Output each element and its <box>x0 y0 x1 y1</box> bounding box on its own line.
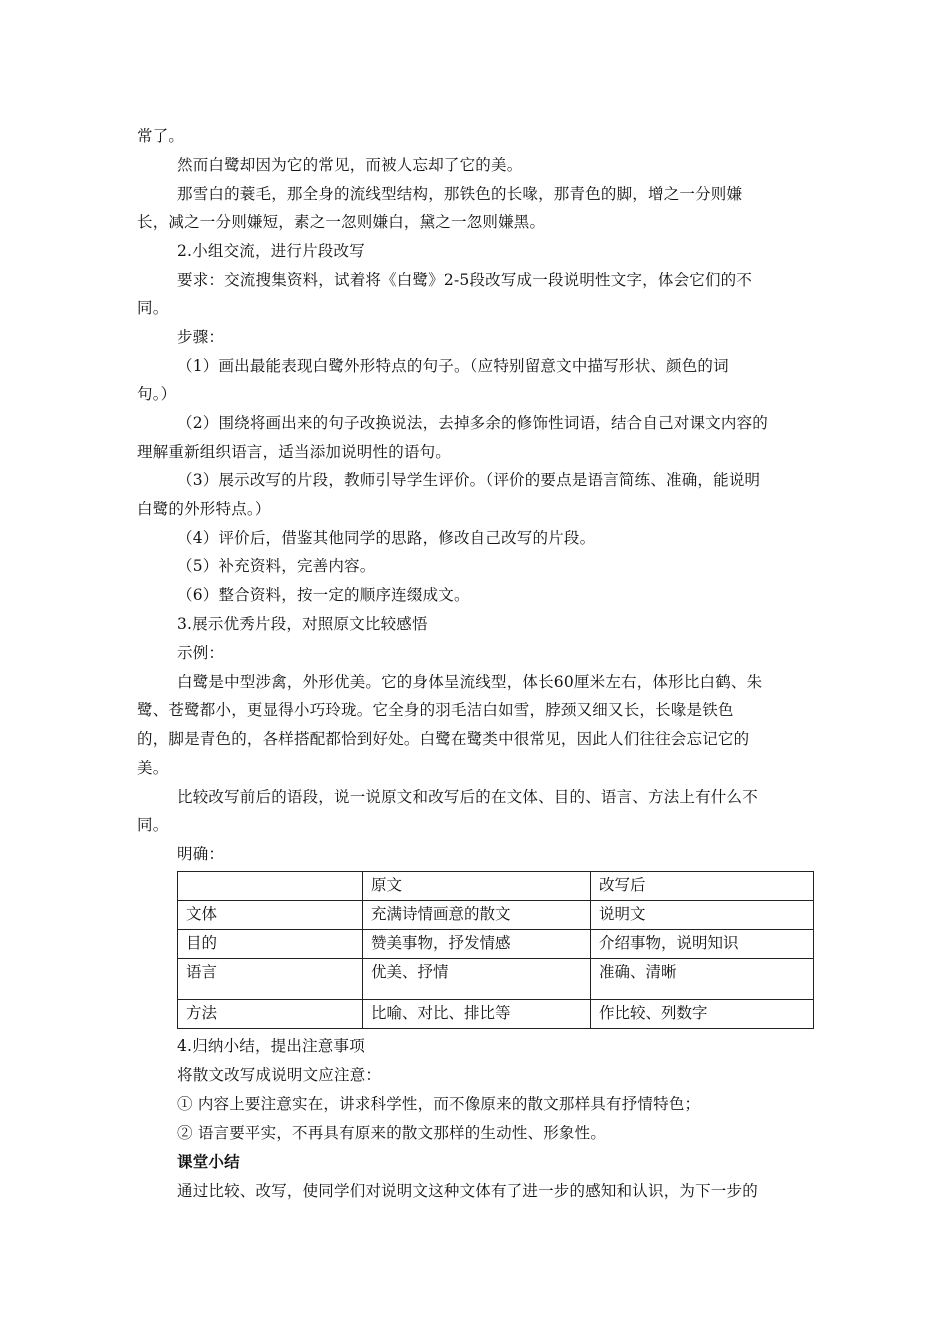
text-line: 同。 <box>137 299 169 317</box>
section-heading: 4.归纳小结，提出注意事项 <box>177 1037 365 1055</box>
table-header-cell <box>178 872 363 901</box>
section-heading: 3.展示优秀片段，对照原文比较感悟 <box>177 615 428 633</box>
comparison-table <box>177 871 814 1029</box>
text-line: 步骤： <box>177 328 225 346</box>
text-line: 通过比较、改写，使同学们对说明文这种文体有了进一步的感知和认识，为下一步的 <box>177 1182 758 1200</box>
table-cell: 介绍事物，说明知识 <box>591 930 814 959</box>
list-item: ① 内容上要注意实在，讲求科学性，而不像原来的散文那样具有抒情特色； <box>177 1095 701 1113</box>
table-header-cell: 原文 <box>363 872 591 901</box>
table-cell: 赞美事物，抒发情感 <box>363 930 591 959</box>
table-cell: 优美、抒情 <box>363 959 591 1000</box>
text-line: 长，减之一分则嫌短，素之一忽则嫌白，黛之一忽则嫌黑。 <box>137 213 546 231</box>
table-row <box>178 959 814 1000</box>
table-cell: 文体 <box>178 901 363 930</box>
text-line: 将散文改写成说明文应注意： <box>177 1066 382 1084</box>
example-line: 美。 <box>137 759 169 777</box>
table-row <box>178 901 814 930</box>
step-item: （1）画出最能表现白鹭外形特点的句子。（应特别留意文中描写形状、颜色的词 <box>177 357 729 375</box>
step-item: （5）补充资料，完善内容。 <box>177 557 376 575</box>
text-line: 然而白鹭却因为它的常见，而被人忘却了它的美。 <box>177 156 523 174</box>
text-line: 常了。 <box>137 127 185 145</box>
table-cell: 作比较、列数字 <box>591 1000 814 1029</box>
text-line: 明确： <box>177 845 225 863</box>
text-line: 那雪白的蓑毛，那全身的流线型结构，那铁色的长喙，那青色的脚，增之一分则嫌 <box>177 185 743 203</box>
step-item: （2）围绕将画出来的句子改换说法，去掉多余的修饰性词语，结合自己对课文内容的 <box>177 414 768 432</box>
table-cell: 语言 <box>178 959 363 1000</box>
table-cell: 方法 <box>178 1000 363 1029</box>
text-line: 句。） <box>137 385 177 403</box>
table-header-row <box>178 872 814 901</box>
table-cell: 比喻、对比、排比等 <box>363 1000 591 1029</box>
example-line: 的，脚是青色的，各样搭配都恰到好处。白鹭在鹭类中很常见，因此人们往往会忘记它的 <box>137 730 750 748</box>
step-item: （6）整合资料，按一定的顺序连缀成文。 <box>177 586 470 604</box>
table-cell: 说明文 <box>591 901 814 930</box>
text-line: 同。 <box>137 816 169 834</box>
text-line: 示例： <box>177 644 225 662</box>
table-row <box>178 930 814 959</box>
table-row <box>178 1000 814 1029</box>
example-line: 白鹭是中型涉禽，外形优美。它的身体呈流线型，体长60厘米左右，体形比白鹤、朱 <box>177 673 763 691</box>
section-heading: 2.小组交流，进行片段改写 <box>177 242 365 260</box>
table-header-cell: 改写后 <box>591 872 814 901</box>
table-cell: 准确、清晰 <box>591 959 814 1000</box>
step-item: （4）评价后，借鉴其他同学的思路，修改自己改写的片段。 <box>177 529 596 547</box>
table-cell: 充满诗情画意的散文 <box>363 901 591 930</box>
text-line: 比较改写前后的语段，说一说原文和改写后的在文体、目的、语言、方法上有什么不 <box>177 788 758 806</box>
section-title: 课堂小结 <box>177 1153 240 1171</box>
text-line: 理解重新组织语言，适当添加说明性的语句。 <box>137 443 452 461</box>
list-item: ② 语言要平实，不再具有原来的散文那样的生动性、形象性。 <box>177 1124 607 1142</box>
table-cell: 目的 <box>178 930 363 959</box>
text-line: 要求：交流搜集资料，试着将《白鹭》2-5段改写成一段说明性文字，体会它们的不 <box>177 271 753 289</box>
text-line: 白鹭的外形特点。） <box>137 500 271 518</box>
step-item: （3）展示改写的片段，教师引导学生评价。（评价的要点是语言简练、准确，能说明 <box>177 471 761 489</box>
example-line: 鹭、苍鹭都小，更显得小巧玲珑。它全身的羽毛洁白如雪，脖颈又细又长，长喙是铁色 <box>137 701 734 719</box>
